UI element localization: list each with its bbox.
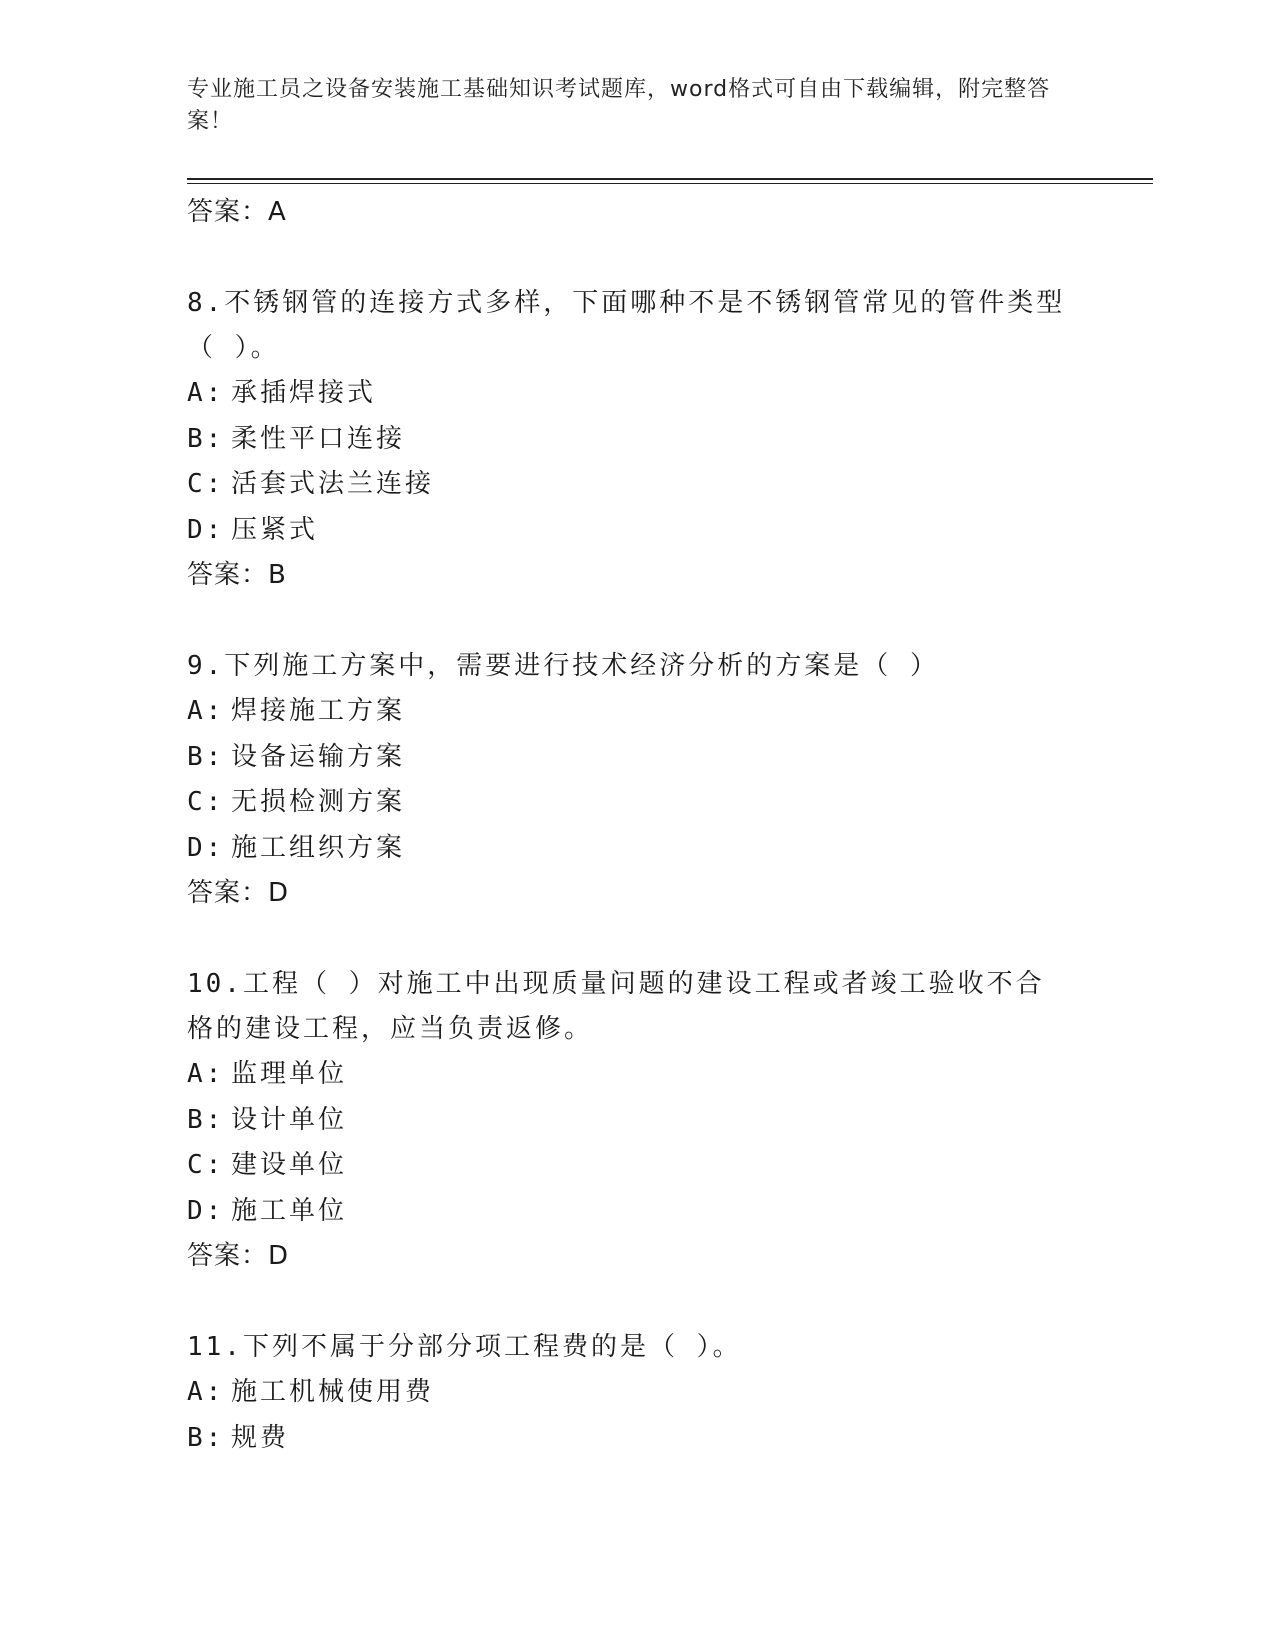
- header-divider: [187, 178, 1153, 180]
- option-c: [187, 1143, 1087, 1189]
- question-stem: 11.下列不属于分部分项工程费的是（ ）。: [187, 1332, 742, 1362]
- question-stem: 8.不锈钢管的连接方式多样，下面哪种不是不锈钢管常见的管件类型（ ）。: [187, 288, 1066, 363]
- option-text: 无损检测方案: [231, 787, 406, 817]
- option-b: [187, 417, 1087, 463]
- option-text: 施工组织方案: [231, 832, 406, 863]
- question-answer: 答案：D: [187, 878, 290, 908]
- question-stem: 9.下列施工方案中，需要进行技术经济分析的方案是（ ）: [187, 651, 939, 681]
- option-a: [187, 689, 1087, 735]
- option-letter: B:: [187, 1422, 225, 1453]
- option-a: [187, 1370, 1087, 1416]
- question-answer: 答案：B: [187, 560, 287, 590]
- option-text: 焊接施工方案: [231, 696, 406, 726]
- header-divider-thin: [187, 183, 1153, 184]
- option-d: [187, 826, 1087, 872]
- option-d: [187, 1189, 1087, 1235]
- option-text: 施工单位: [231, 1195, 348, 1226]
- option-letter: D:: [187, 832, 225, 863]
- option-letter: B:: [187, 741, 225, 772]
- question-list: [187, 190, 1087, 1461]
- option-text: 活套式法兰连接: [231, 469, 435, 499]
- option-c: [187, 780, 1087, 826]
- option-letter: D:: [187, 514, 225, 545]
- question-8: [187, 281, 1087, 598]
- option-a: [187, 371, 1087, 417]
- question-10: [187, 962, 1087, 1279]
- option-text: 设备运输方案: [231, 741, 406, 772]
- option-b: [187, 1416, 1087, 1462]
- option-letter: A:: [187, 378, 225, 408]
- option-text: 规费: [231, 1422, 290, 1453]
- option-letter: C:: [187, 1150, 225, 1180]
- option-a: [187, 1052, 1087, 1098]
- question-11: [187, 1325, 1087, 1461]
- option-letter: D:: [187, 1195, 225, 1226]
- option-d: [187, 508, 1087, 554]
- question-stem: 10.工程（ ）对施工中出现质量问题的建设工程或者竣工验收不合格的建设工程，应当负责返修。: [187, 969, 1045, 1044]
- option-text: 压紧式: [231, 514, 319, 545]
- previous-answer: 答案：A: [187, 197, 287, 227]
- option-letter: C:: [187, 787, 225, 817]
- option-letter: A:: [187, 1059, 225, 1089]
- option-c: [187, 462, 1087, 508]
- option-letter: A:: [187, 696, 225, 726]
- option-text: 监理单位: [231, 1059, 348, 1089]
- option-letter: B:: [187, 423, 225, 454]
- option-text: 施工机械使用费: [231, 1377, 435, 1407]
- question-9: [187, 644, 1087, 916]
- option-b: [187, 1098, 1087, 1144]
- option-text: 柔性平口连接: [231, 423, 406, 454]
- option-letter: C:: [187, 469, 225, 499]
- option-text: 承插焊接式: [231, 378, 377, 408]
- option-text: 建设单位: [231, 1150, 348, 1180]
- option-letter: A:: [187, 1377, 225, 1407]
- option-text: 设计单位: [231, 1104, 348, 1135]
- option-b: [187, 735, 1087, 781]
- page-header: 专业施工员之设备安装施工基础知识考试题库，word格式可自由下载编辑，附完整答案！: [187, 77, 1051, 134]
- question-answer: 答案：D: [187, 1241, 290, 1271]
- option-letter: B:: [187, 1104, 225, 1135]
